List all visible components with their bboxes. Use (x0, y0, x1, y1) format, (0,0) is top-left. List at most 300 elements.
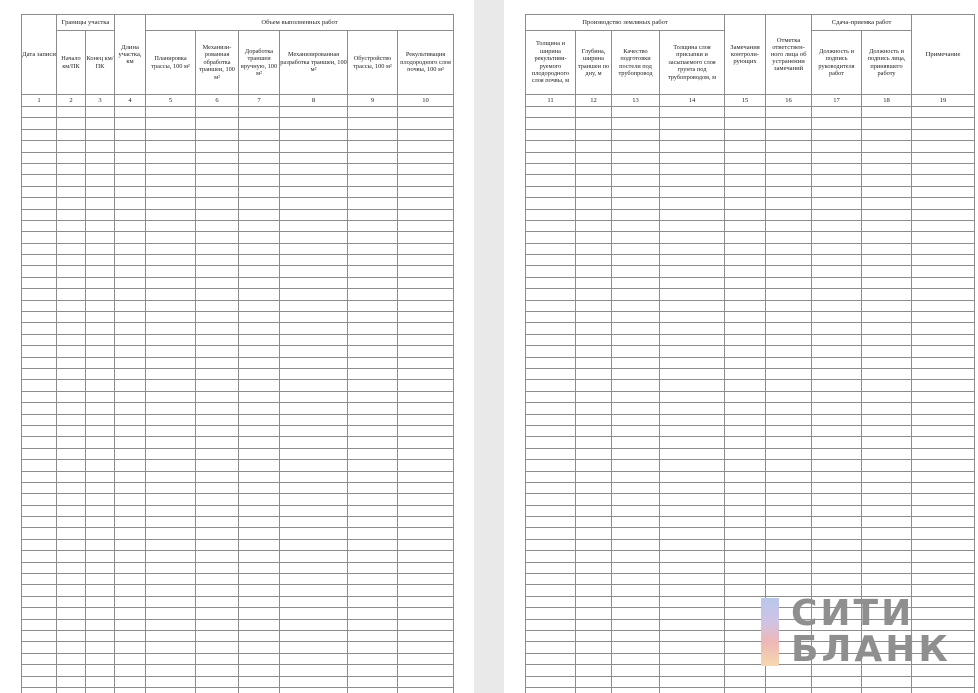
empty-cell[interactable] (398, 175, 454, 186)
empty-cell[interactable] (57, 357, 86, 368)
empty-cell[interactable] (115, 448, 146, 459)
empty-cell[interactable] (348, 243, 398, 254)
empty-cell[interactable] (348, 539, 398, 550)
empty-cell[interactable] (196, 163, 239, 174)
empty-cell[interactable] (348, 665, 398, 676)
empty-cell[interactable] (57, 630, 86, 641)
empty-cell[interactable] (725, 414, 766, 425)
empty-cell[interactable] (115, 232, 146, 243)
empty-cell[interactable] (862, 517, 912, 528)
empty-cell[interactable] (280, 403, 348, 414)
empty-cell[interactable] (22, 334, 57, 345)
empty-cell[interactable] (660, 243, 725, 254)
empty-cell[interactable] (239, 209, 280, 220)
empty-cell[interactable] (612, 346, 660, 357)
empty-cell[interactable] (812, 289, 862, 300)
empty-cell[interactable] (725, 482, 766, 493)
empty-cell[interactable] (812, 209, 862, 220)
empty-cell[interactable] (57, 437, 86, 448)
empty-cell[interactable] (22, 505, 57, 516)
empty-cell[interactable] (812, 107, 862, 118)
empty-cell[interactable] (280, 574, 348, 585)
empty-cell[interactable] (239, 471, 280, 482)
empty-cell[interactable] (812, 141, 862, 152)
empty-cell[interactable] (912, 505, 975, 516)
empty-cell[interactable] (766, 448, 812, 459)
empty-cell[interactable] (526, 687, 576, 693)
empty-cell[interactable] (576, 437, 612, 448)
empty-cell[interactable] (725, 163, 766, 174)
empty-cell[interactable] (725, 334, 766, 345)
empty-cell[interactable] (22, 186, 57, 197)
empty-cell[interactable] (912, 255, 975, 266)
empty-cell[interactable] (239, 300, 280, 311)
empty-cell[interactable] (348, 425, 398, 436)
empty-cell[interactable] (280, 471, 348, 482)
empty-cell[interactable] (725, 107, 766, 118)
empty-cell[interactable] (862, 141, 912, 152)
empty-cell[interactable] (526, 676, 576, 687)
empty-cell[interactable] (115, 665, 146, 676)
empty-cell[interactable] (576, 528, 612, 539)
empty-cell[interactable] (912, 562, 975, 573)
empty-cell[interactable] (576, 414, 612, 425)
empty-cell[interactable] (812, 460, 862, 471)
empty-cell[interactable] (22, 129, 57, 140)
empty-cell[interactable] (862, 152, 912, 163)
empty-cell[interactable] (660, 562, 725, 573)
empty-cell[interactable] (86, 277, 115, 288)
empty-cell[interactable] (576, 551, 612, 562)
empty-cell[interactable] (766, 687, 812, 693)
empty-cell[interactable] (526, 118, 576, 129)
empty-cell[interactable] (146, 471, 196, 482)
empty-cell[interactable] (239, 574, 280, 585)
empty-cell[interactable] (862, 107, 912, 118)
empty-cell[interactable] (280, 585, 348, 596)
empty-cell[interactable] (115, 619, 146, 630)
empty-cell[interactable] (660, 551, 725, 562)
empty-cell[interactable] (612, 608, 660, 619)
empty-cell[interactable] (196, 243, 239, 254)
empty-cell[interactable] (196, 323, 239, 334)
empty-cell[interactable] (526, 665, 576, 676)
empty-cell[interactable] (526, 403, 576, 414)
empty-cell[interactable] (912, 687, 975, 693)
empty-cell[interactable] (22, 403, 57, 414)
empty-cell[interactable] (348, 163, 398, 174)
empty-cell[interactable] (398, 665, 454, 676)
empty-cell[interactable] (86, 596, 115, 607)
empty-cell[interactable] (912, 482, 975, 493)
empty-cell[interactable] (280, 630, 348, 641)
empty-cell[interactable] (280, 642, 348, 653)
empty-cell[interactable] (239, 517, 280, 528)
empty-cell[interactable] (146, 334, 196, 345)
empty-cell[interactable] (348, 380, 398, 391)
empty-cell[interactable] (280, 334, 348, 345)
empty-cell[interactable] (725, 517, 766, 528)
empty-cell[interactable] (115, 380, 146, 391)
empty-cell[interactable] (22, 163, 57, 174)
empty-cell[interactable] (348, 346, 398, 357)
empty-cell[interactable] (348, 186, 398, 197)
empty-cell[interactable] (660, 630, 725, 641)
empty-cell[interactable] (398, 391, 454, 402)
empty-cell[interactable] (348, 391, 398, 402)
empty-cell[interactable] (912, 528, 975, 539)
empty-cell[interactable] (766, 380, 812, 391)
empty-cell[interactable] (86, 562, 115, 573)
empty-cell[interactable] (196, 289, 239, 300)
empty-cell[interactable] (766, 277, 812, 288)
empty-cell[interactable] (766, 574, 812, 585)
empty-cell[interactable] (146, 505, 196, 516)
empty-cell[interactable] (239, 676, 280, 687)
empty-cell[interactable] (115, 494, 146, 505)
empty-cell[interactable] (660, 391, 725, 402)
empty-cell[interactable] (612, 630, 660, 641)
empty-cell[interactable] (280, 198, 348, 209)
empty-cell[interactable] (86, 528, 115, 539)
empty-cell[interactable] (196, 277, 239, 288)
empty-cell[interactable] (398, 403, 454, 414)
empty-cell[interactable] (57, 642, 86, 653)
empty-cell[interactable] (57, 585, 86, 596)
empty-cell[interactable] (22, 107, 57, 118)
empty-cell[interactable] (86, 380, 115, 391)
empty-cell[interactable] (612, 665, 660, 676)
empty-cell[interactable] (398, 277, 454, 288)
empty-cell[interactable] (196, 346, 239, 357)
empty-cell[interactable] (612, 163, 660, 174)
empty-cell[interactable] (912, 448, 975, 459)
empty-cell[interactable] (196, 391, 239, 402)
empty-cell[interactable] (348, 630, 398, 641)
empty-cell[interactable] (526, 585, 576, 596)
empty-cell[interactable] (146, 391, 196, 402)
empty-cell[interactable] (115, 596, 146, 607)
empty-cell[interactable] (725, 425, 766, 436)
empty-cell[interactable] (196, 300, 239, 311)
empty-cell[interactable] (22, 209, 57, 220)
empty-cell[interactable] (912, 300, 975, 311)
empty-cell[interactable] (115, 152, 146, 163)
empty-cell[interactable] (115, 505, 146, 516)
empty-cell[interactable] (239, 107, 280, 118)
empty-cell[interactable] (86, 619, 115, 630)
empty-cell[interactable] (86, 289, 115, 300)
empty-cell[interactable] (196, 118, 239, 129)
empty-cell[interactable] (526, 243, 576, 254)
empty-cell[interactable] (912, 118, 975, 129)
empty-cell[interactable] (912, 368, 975, 379)
empty-cell[interactable] (86, 437, 115, 448)
empty-cell[interactable] (766, 562, 812, 573)
empty-cell[interactable] (239, 368, 280, 379)
empty-cell[interactable] (22, 562, 57, 573)
empty-cell[interactable] (348, 368, 398, 379)
empty-cell[interactable] (725, 608, 766, 619)
empty-cell[interactable] (862, 312, 912, 323)
empty-cell[interactable] (239, 198, 280, 209)
empty-cell[interactable] (57, 198, 86, 209)
empty-cell[interactable] (57, 300, 86, 311)
empty-cell[interactable] (146, 687, 196, 693)
empty-cell[interactable] (348, 517, 398, 528)
empty-cell[interactable] (912, 220, 975, 231)
empty-cell[interactable] (57, 425, 86, 436)
empty-cell[interactable] (526, 437, 576, 448)
empty-cell[interactable] (526, 608, 576, 619)
empty-cell[interactable] (725, 687, 766, 693)
empty-cell[interactable] (660, 277, 725, 288)
empty-cell[interactable] (398, 460, 454, 471)
empty-cell[interactable] (766, 255, 812, 266)
empty-cell[interactable] (196, 528, 239, 539)
empty-cell[interactable] (660, 141, 725, 152)
empty-cell[interactable] (196, 152, 239, 163)
empty-cell[interactable] (196, 107, 239, 118)
empty-cell[interactable] (612, 129, 660, 140)
empty-cell[interactable] (239, 630, 280, 641)
empty-cell[interactable] (22, 141, 57, 152)
empty-cell[interactable] (862, 209, 912, 220)
empty-cell[interactable] (660, 676, 725, 687)
empty-cell[interactable] (86, 505, 115, 516)
empty-cell[interactable] (812, 220, 862, 231)
empty-cell[interactable] (239, 425, 280, 436)
empty-cell[interactable] (862, 334, 912, 345)
empty-cell[interactable] (196, 186, 239, 197)
empty-cell[interactable] (196, 368, 239, 379)
empty-cell[interactable] (612, 676, 660, 687)
empty-cell[interactable] (115, 346, 146, 357)
empty-cell[interactable] (22, 425, 57, 436)
empty-cell[interactable] (576, 118, 612, 129)
empty-cell[interactable] (526, 357, 576, 368)
empty-cell[interactable] (766, 539, 812, 550)
empty-cell[interactable] (22, 346, 57, 357)
empty-cell[interactable] (660, 517, 725, 528)
empty-cell[interactable] (725, 642, 766, 653)
empty-cell[interactable] (862, 676, 912, 687)
empty-cell[interactable] (862, 551, 912, 562)
empty-cell[interactable] (766, 141, 812, 152)
empty-cell[interactable] (348, 448, 398, 459)
empty-cell[interactable] (86, 266, 115, 277)
empty-cell[interactable] (239, 653, 280, 664)
empty-cell[interactable] (86, 494, 115, 505)
empty-cell[interactable] (398, 380, 454, 391)
empty-cell[interactable] (22, 596, 57, 607)
empty-cell[interactable] (576, 630, 612, 641)
empty-cell[interactable] (812, 482, 862, 493)
empty-cell[interactable] (398, 676, 454, 687)
empty-cell[interactable] (660, 209, 725, 220)
empty-cell[interactable] (57, 574, 86, 585)
empty-cell[interactable] (526, 346, 576, 357)
empty-cell[interactable] (239, 232, 280, 243)
empty-cell[interactable] (239, 118, 280, 129)
empty-cell[interactable] (196, 425, 239, 436)
empty-cell[interactable] (660, 653, 725, 664)
empty-cell[interactable] (660, 346, 725, 357)
empty-cell[interactable] (576, 608, 612, 619)
empty-cell[interactable] (862, 574, 912, 585)
empty-cell[interactable] (22, 676, 57, 687)
empty-cell[interactable] (660, 425, 725, 436)
empty-cell[interactable] (812, 129, 862, 140)
empty-cell[interactable] (812, 403, 862, 414)
empty-cell[interactable] (57, 448, 86, 459)
empty-cell[interactable] (348, 653, 398, 664)
empty-cell[interactable] (612, 107, 660, 118)
empty-cell[interactable] (280, 346, 348, 357)
empty-cell[interactable] (526, 209, 576, 220)
empty-cell[interactable] (398, 642, 454, 653)
empty-cell[interactable] (398, 129, 454, 140)
empty-cell[interactable] (239, 141, 280, 152)
empty-cell[interactable] (115, 118, 146, 129)
empty-cell[interactable] (398, 220, 454, 231)
empty-cell[interactable] (239, 448, 280, 459)
empty-cell[interactable] (526, 255, 576, 266)
empty-cell[interactable] (196, 482, 239, 493)
empty-cell[interactable] (660, 220, 725, 231)
empty-cell[interactable] (612, 539, 660, 550)
empty-cell[interactable] (348, 129, 398, 140)
empty-cell[interactable] (86, 186, 115, 197)
empty-cell[interactable] (576, 505, 612, 516)
empty-cell[interactable] (612, 619, 660, 630)
empty-cell[interactable] (612, 266, 660, 277)
empty-cell[interactable] (57, 232, 86, 243)
empty-cell[interactable] (612, 414, 660, 425)
empty-cell[interactable] (612, 574, 660, 585)
empty-cell[interactable] (196, 471, 239, 482)
empty-cell[interactable] (86, 653, 115, 664)
empty-cell[interactable] (146, 562, 196, 573)
empty-cell[interactable] (57, 220, 86, 231)
empty-cell[interactable] (57, 665, 86, 676)
empty-cell[interactable] (660, 107, 725, 118)
empty-cell[interactable] (57, 403, 86, 414)
empty-cell[interactable] (612, 642, 660, 653)
empty-cell[interactable] (239, 334, 280, 345)
empty-cell[interactable] (280, 220, 348, 231)
empty-cell[interactable] (766, 323, 812, 334)
empty-cell[interactable] (348, 141, 398, 152)
empty-cell[interactable] (57, 186, 86, 197)
empty-cell[interactable] (660, 482, 725, 493)
empty-cell[interactable] (280, 129, 348, 140)
empty-cell[interactable] (280, 357, 348, 368)
empty-cell[interactable] (576, 574, 612, 585)
empty-cell[interactable] (812, 471, 862, 482)
empty-cell[interactable] (576, 642, 612, 653)
empty-cell[interactable] (22, 665, 57, 676)
empty-cell[interactable] (22, 198, 57, 209)
empty-cell[interactable] (576, 653, 612, 664)
empty-cell[interactable] (660, 266, 725, 277)
empty-cell[interactable] (725, 141, 766, 152)
empty-cell[interactable] (725, 551, 766, 562)
empty-cell[interactable] (22, 653, 57, 664)
empty-cell[interactable] (766, 425, 812, 436)
empty-cell[interactable] (660, 152, 725, 163)
empty-cell[interactable] (348, 255, 398, 266)
empty-cell[interactable] (348, 220, 398, 231)
empty-cell[interactable] (115, 551, 146, 562)
empty-cell[interactable] (526, 323, 576, 334)
empty-cell[interactable] (57, 562, 86, 573)
empty-cell[interactable] (526, 220, 576, 231)
empty-cell[interactable] (812, 186, 862, 197)
empty-cell[interactable] (766, 289, 812, 300)
empty-cell[interactable] (576, 129, 612, 140)
empty-cell[interactable] (862, 437, 912, 448)
empty-cell[interactable] (862, 505, 912, 516)
empty-cell[interactable] (239, 687, 280, 693)
empty-cell[interactable] (912, 539, 975, 550)
empty-cell[interactable] (86, 357, 115, 368)
empty-cell[interactable] (576, 141, 612, 152)
empty-cell[interactable] (348, 198, 398, 209)
empty-cell[interactable] (526, 368, 576, 379)
empty-cell[interactable] (239, 528, 280, 539)
empty-cell[interactable] (22, 437, 57, 448)
empty-cell[interactable] (146, 243, 196, 254)
empty-cell[interactable] (812, 368, 862, 379)
empty-cell[interactable] (612, 300, 660, 311)
empty-cell[interactable] (660, 357, 725, 368)
empty-cell[interactable] (812, 687, 862, 693)
empty-cell[interactable] (862, 357, 912, 368)
empty-cell[interactable] (576, 619, 612, 630)
empty-cell[interactable] (239, 665, 280, 676)
empty-cell[interactable] (576, 175, 612, 186)
empty-cell[interactable] (86, 574, 115, 585)
empty-cell[interactable] (348, 209, 398, 220)
empty-cell[interactable] (526, 391, 576, 402)
empty-cell[interactable] (576, 312, 612, 323)
empty-cell[interactable] (239, 505, 280, 516)
empty-cell[interactable] (348, 574, 398, 585)
empty-cell[interactable] (348, 676, 398, 687)
empty-cell[interactable] (660, 471, 725, 482)
empty-cell[interactable] (912, 175, 975, 186)
empty-cell[interactable] (280, 312, 348, 323)
empty-cell[interactable] (612, 380, 660, 391)
empty-cell[interactable] (660, 312, 725, 323)
empty-cell[interactable] (526, 505, 576, 516)
empty-cell[interactable] (57, 266, 86, 277)
empty-cell[interactable] (57, 653, 86, 664)
empty-cell[interactable] (398, 596, 454, 607)
empty-cell[interactable] (239, 596, 280, 607)
empty-cell[interactable] (280, 528, 348, 539)
empty-cell[interactable] (398, 471, 454, 482)
empty-cell[interactable] (22, 471, 57, 482)
empty-cell[interactable] (526, 266, 576, 277)
empty-cell[interactable] (526, 141, 576, 152)
empty-cell[interactable] (196, 334, 239, 345)
empty-cell[interactable] (239, 414, 280, 425)
empty-cell[interactable] (22, 232, 57, 243)
empty-cell[interactable] (280, 266, 348, 277)
empty-cell[interactable] (398, 334, 454, 345)
